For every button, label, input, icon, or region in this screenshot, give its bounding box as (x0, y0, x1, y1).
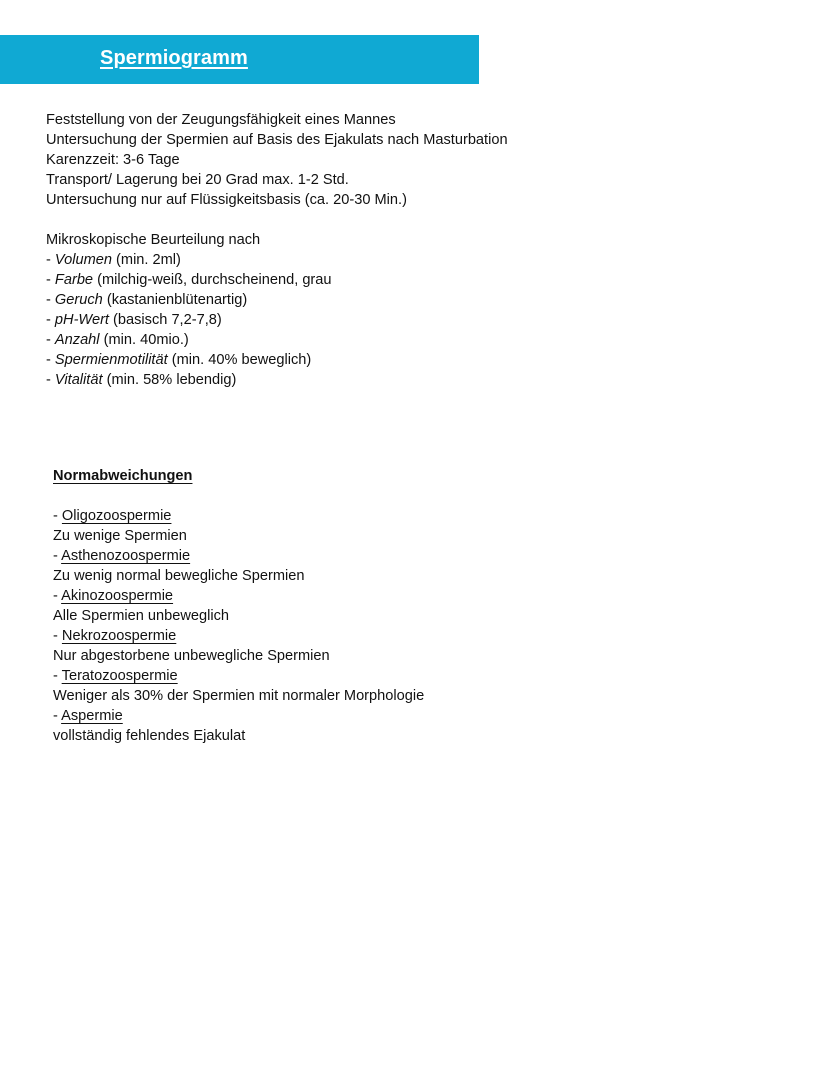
microscopy-detail: (milchig-weiß, durchscheinend, grau (97, 272, 332, 288)
microscopy-term: Vitalität (54, 372, 103, 388)
abnormality-description: Zu wenig normal bewegliche Spermien (53, 568, 305, 584)
abnormality-description: Nur abgestorbene unbewegliche Spermien (53, 648, 330, 664)
abnormality-term-line: - Nekrozoospermie (53, 628, 177, 644)
intro-line: Transport/ Lagerung bei 20 Grad max. 1-2 Std. (46, 172, 349, 188)
microscopy-heading: Mikroskopische Beurteilung nach (46, 232, 261, 248)
microscopy-item: - Spermienmotilität (min. 40% beweglich) (46, 352, 312, 368)
abnormality-term-line: - Aspermie (53, 708, 123, 724)
intro-line: Karenzzeit: 3-6 Tage (46, 152, 180, 168)
intro-line: Untersuchung der Spermien auf Basis des Ejakulats nach Masturbation (46, 132, 508, 148)
abnormality-term: Teratozoospermie (61, 668, 178, 684)
microscopy-term: Spermienmotilität (54, 352, 168, 368)
microscopy-detail: (min. 2ml) (116, 252, 181, 268)
abnormality-term-line: - Oligozoospermie (53, 508, 172, 524)
microscopy-item: - Volumen (min. 2ml) (46, 252, 181, 268)
abnormalities-heading: Normabweichungen (53, 468, 193, 484)
abnormality-term-line: - Akinozoospermie (53, 588, 174, 604)
microscopy-detail: (min. 58% lebendig) (106, 372, 237, 388)
abnormality-description: vollständig fehlendes Ejakulat (53, 728, 246, 744)
intro-line: Untersuchung nur auf Flüssigkeitsbasis (ca. 20-30 Min.) (46, 192, 407, 208)
microscopy-item: - Vitalität (min. 58% lebendig) (46, 372, 237, 388)
abnormality-term-line: - Teratozoospermie (53, 668, 178, 684)
abnormality-description: Weniger als 30% der Spermien mit normaler Morphologie (53, 688, 425, 704)
microscopy-item: - Farbe (milchig-weiß, durchscheinend, grau (46, 272, 332, 288)
abnormality-term-line: - Asthenozoospermie (53, 548, 191, 564)
abnormalities-section (53, 466, 424, 746)
microscopy-detail: (min. 40% beweglich) (171, 352, 312, 368)
microscopy-item: - pH-Wert (basisch 7,2-7,8) (46, 312, 222, 328)
page-title: Spermiogramm (100, 47, 248, 69)
microscopy-term: Volumen (54, 252, 112, 268)
abnormality-term: Nekrozoospermie (61, 628, 177, 644)
abnormality-term: Akinozoospermie (61, 588, 174, 604)
microscopy-term: Geruch (54, 292, 103, 308)
abnormality-description: Zu wenige Spermien (53, 528, 187, 544)
microscopy-item: - Anzahl (min. 40mio.) (46, 332, 189, 348)
microscopy-detail: (kastanienblütenartig) (106, 292, 248, 308)
abnormality-term: Asthenozoospermie (61, 548, 191, 564)
microscopy-term: Farbe (54, 272, 94, 288)
abnormality-term: Oligozoospermie (61, 508, 172, 524)
microscopy-detail: (basisch 7,2-7,8) (113, 312, 222, 328)
microscopy-item: - Geruch (kastanienblütenartig) (46, 292, 248, 308)
intro-section (46, 110, 508, 210)
microscopy-term: pH-Wert (54, 312, 109, 328)
microscopy-section (46, 230, 332, 390)
title-bar (0, 35, 479, 84)
microscopy-detail: (min. 40mio.) (103, 332, 189, 348)
intro-line: Feststellung von der Zeugungsfähigkeit eines Mannes (46, 112, 396, 128)
microscopy-term: Anzahl (54, 332, 100, 348)
abnormality-term: Aspermie (61, 708, 123, 724)
abnormality-description: Alle Spermien unbeweglich (53, 608, 230, 624)
